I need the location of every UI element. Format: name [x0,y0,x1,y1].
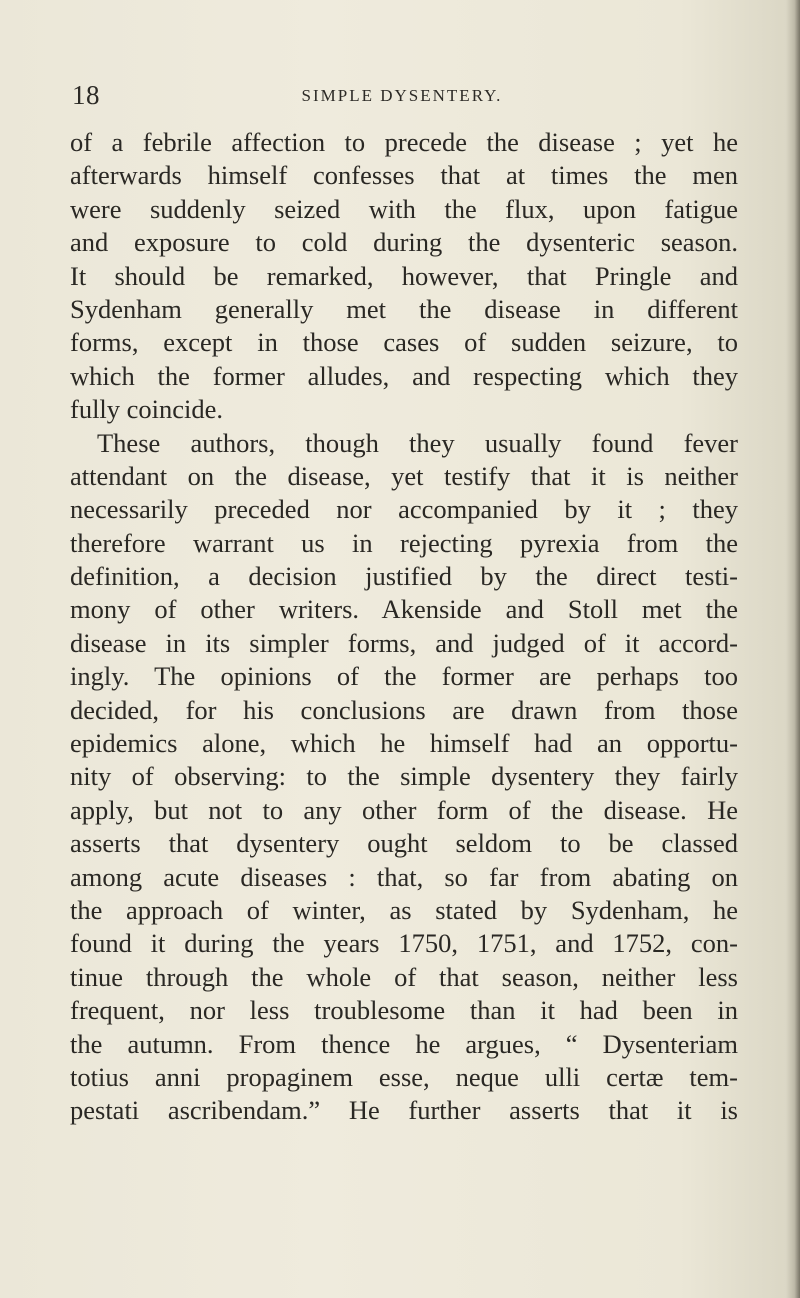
text-line: tinue through the whole of that season, neither less [70,961,738,992]
text-line: of a febrile affection to precede the disease ; yet he [70,127,738,157]
text-line: mony of other writers. Akenside and Stoll met the [70,594,738,625]
text-line: decided, for his conclusions are drawn from those [70,694,738,725]
text-line: Sydenham generally met the disease in different [70,293,738,324]
text-line: disease in its simpler forms, and judged of it accord- [70,627,738,658]
text-line: pestati ascribendam.” He further asserts that it is [70,1095,738,1126]
text-line: fully coincide. [70,394,224,425]
text-line: found it during the years 1750, 1751, and 1752, con- [70,928,738,959]
text-line: asserts that dysentery ought seldom to be classed [70,828,738,859]
page-header [72,80,732,110]
text-line: the approach of winter, as stated by Sydenham, he [70,894,738,925]
text-line: nity of observing: to the simple dysentery they fairly [70,761,738,792]
page-number: 18 [72,80,100,110]
text-line: were suddenly seized with the flux, upon fatigue [70,193,738,224]
text-line: the autumn. From thence he argues, “ Dysenteriam [70,1028,738,1059]
text-line: necessarily preceded nor accompanied by it ; they [70,494,738,525]
body-text [70,126,738,1128]
text-line: frequent, nor less troublesome than it had been in [70,995,738,1026]
page-edge-shadow [786,0,800,1298]
text-line: attendant on the disease, yet testify that it is neither [70,460,738,491]
text-line: epidemics alone, which he himself had an opportu- [70,728,738,759]
text-line: totius anni propaginem esse, neque ulli certæ tem- [70,1061,738,1092]
text-line: It should be remarked, however, that Pringle and [70,260,738,291]
text-line: apply, but not to any other form of the disease. He [70,794,738,825]
text-line: These authors, though they usually found fever [97,427,738,458]
text-line: therefore warrant us in rejecting pyrexia from the [70,527,738,558]
text-line: ingly. The opinions of the former are perhaps too [70,661,738,692]
text-line: which the former alludes, and respecting which they [70,360,738,391]
text-line: forms, except in those cases of sudden seizure, to [70,327,738,358]
text-line: among acute diseases : that, so far from abating on [70,861,738,892]
text-line: definition, a decision justified by the direct testi- [70,561,738,592]
running-title: SIMPLE DYSENTERY. [301,86,503,105]
text-line: and exposure to cold during the dysenteric season. [70,227,738,258]
text-line: afterwards himself confesses that at times the men [70,160,738,191]
